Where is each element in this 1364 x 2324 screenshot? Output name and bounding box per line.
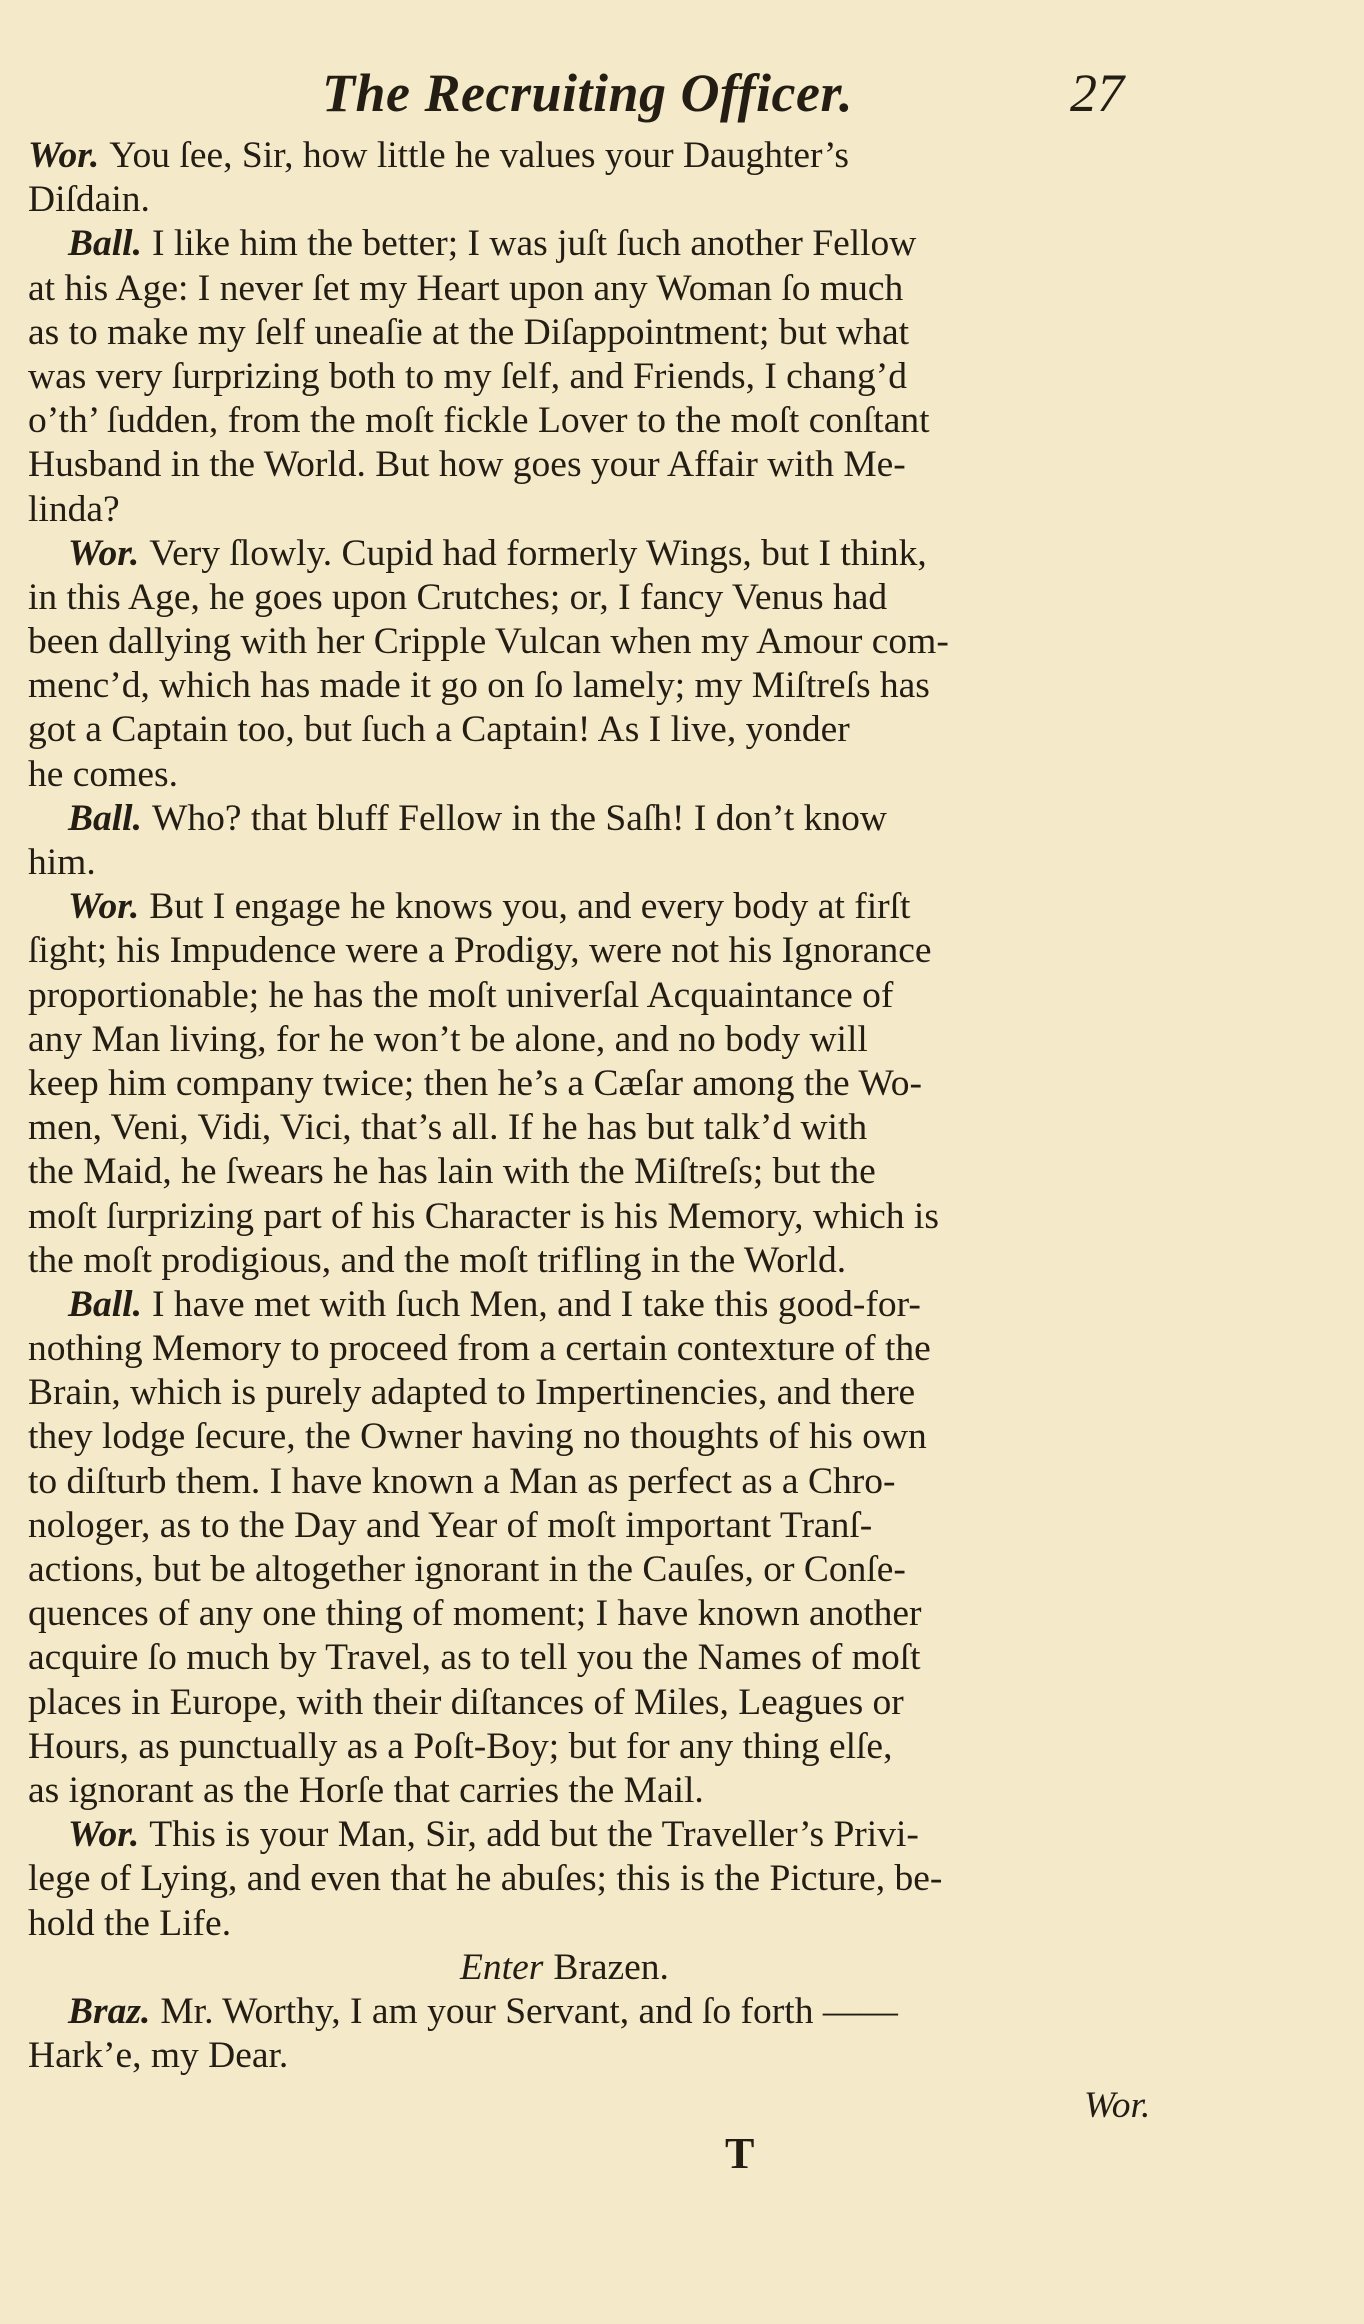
dialogue-text bbox=[28, 134, 1160, 2078]
text-line bbox=[28, 311, 1160, 355]
text-line bbox=[28, 1283, 1160, 1327]
line-text: was very ſurprizing both to my ſelf, and Friends, I chang’d bbox=[28, 355, 907, 397]
speaker-name: Braz. bbox=[68, 1990, 151, 2032]
line-text: I have met with ſuch Men, and I take this good-for- bbox=[151, 1283, 921, 1325]
line-text: This is your Man, Sir, add but the Traveller’s Privi- bbox=[149, 1814, 919, 1856]
text-line bbox=[28, 1239, 1160, 1283]
line-text: proportionable; he has the moſt univerſal Acquaintance of bbox=[28, 974, 894, 1016]
text-line bbox=[28, 2034, 1160, 2078]
text-line bbox=[28, 222, 1160, 266]
line-text: as ignorant as the Horſe that carries the Mail. bbox=[28, 1769, 704, 1811]
text-line bbox=[28, 1195, 1160, 1239]
text-line bbox=[28, 1636, 1160, 1680]
line-text: got a Captain too, but ſuch a Captain! As I live, yonder bbox=[28, 709, 850, 751]
text-line bbox=[28, 1327, 1160, 1371]
line-text: nothing Memory to proceed from a certain contexture of the bbox=[28, 1328, 931, 1370]
line-text: Who? that bluff Fellow in the Saſh! I don’t know bbox=[151, 797, 887, 839]
stage-enter: Enter bbox=[460, 1946, 544, 1988]
line-text: I like him the better; I was juſt ſuch another Fellow bbox=[151, 223, 917, 265]
text-line bbox=[28, 620, 1160, 664]
line-text: moſt ſurprizing part of his Character is his Memory, which is bbox=[28, 1195, 939, 1237]
text-line bbox=[28, 1504, 1160, 1548]
text-line bbox=[28, 1592, 1160, 1636]
text-line bbox=[28, 1681, 1160, 1725]
text-line bbox=[28, 1150, 1160, 1194]
text-line bbox=[28, 797, 1160, 841]
line-text: in this Age, he goes upon Crutches; or, I fancy Venus had bbox=[28, 576, 888, 618]
running-title: The Recruiting Officer. bbox=[322, 63, 853, 123]
text-line bbox=[28, 1902, 1160, 1946]
text-line bbox=[28, 974, 1160, 1018]
line-text: Brain, which is purely adapted to Impertinencies, and there bbox=[28, 1372, 916, 1414]
speaker-name: Wor. bbox=[68, 886, 140, 928]
line-text: Hours, as punctually as a Poſt-Boy; but for any thing elſe, bbox=[28, 1725, 893, 1767]
line-text: places in Europe, with their diſtances of Miles, Leagues or bbox=[28, 1681, 904, 1723]
line-text: actions, but be altogether ignorant in the Cauſes, or Conſe- bbox=[28, 1549, 906, 1590]
text-line bbox=[28, 1371, 1160, 1415]
line-text: You ſee, Sir, how little he values your Daughter’s bbox=[109, 135, 849, 176]
line-text: keep him company twice; then he’s a Cæſar among the Wo- bbox=[28, 1062, 922, 1104]
text-line bbox=[28, 1062, 1160, 1106]
text-line bbox=[28, 1106, 1160, 1150]
line-text: Mr. Worthy, I am your Servant, and ſo forth —— bbox=[160, 1990, 898, 2032]
text-line bbox=[28, 1460, 1160, 1504]
line-text: as to make my ſelf uneaſie at the Diſappointment; but what bbox=[28, 311, 910, 353]
line-text: lege of Lying, and even that he abuſes; this is the Picture, be- bbox=[28, 1858, 943, 1900]
text-line bbox=[28, 1769, 1160, 1813]
text-line bbox=[28, 355, 1160, 399]
line-text: Very ſlowly. Cupid had formerly Wings, but I think, bbox=[149, 532, 927, 574]
text-line bbox=[28, 488, 1160, 532]
line-text: hold the Life. bbox=[28, 1902, 232, 1944]
stage-character: Brazen. bbox=[553, 1946, 669, 1988]
line-text: been dallying with her Cripple Vulcan when my Amour com- bbox=[28, 621, 949, 663]
speaker-name: Wor. bbox=[68, 532, 140, 574]
line-text: ſight; his Impudence were a Prodigy, were not his Ignorance bbox=[28, 930, 932, 972]
line-text: nologer, as to the Day and Year of moſt important Tranſ- bbox=[28, 1504, 873, 1546]
line-text: quences of any one thing of moment; I have known another bbox=[28, 1593, 922, 1635]
text-line bbox=[28, 1415, 1160, 1459]
speaker-name: Wor. bbox=[28, 135, 100, 176]
text-line bbox=[28, 576, 1160, 620]
line-text: the Maid, he ſwears he has lain with the Miſtreſs; but the bbox=[28, 1151, 876, 1193]
line-text: they lodge ſecure, the Owner having no thoughts of his own bbox=[28, 1416, 927, 1458]
line-text: to diſturb them. I have known a Man as perfect as a Chro- bbox=[28, 1460, 896, 1502]
text-line bbox=[28, 1725, 1160, 1769]
line-text: menc’d, which has made it go on ſo lamely; my Miſtreſs has bbox=[28, 665, 930, 707]
text-line bbox=[28, 1548, 1160, 1592]
line-text: Diſdain. bbox=[28, 179, 150, 221]
line-text: Husband in the World. But how goes your Affair with Me- bbox=[28, 444, 906, 486]
line-text: men, Veni, Vidi, Vici, that’s all. If he has but talk’d with bbox=[28, 1107, 868, 1149]
line-text: the moſt prodigious, and the moſt trifling in the World. bbox=[28, 1239, 847, 1281]
text-line bbox=[28, 399, 1160, 443]
line-text: any Man living, for he won’t be alone, and no body will bbox=[28, 1018, 868, 1060]
text-line bbox=[28, 532, 1160, 576]
line-text: he comes. bbox=[28, 753, 178, 795]
text-line bbox=[28, 134, 1160, 178]
line-text: o’th’ ſudden, from the moſt fickle Lover to the moſt conſtant bbox=[28, 400, 930, 442]
catchword: Wor. bbox=[1084, 2085, 1151, 2126]
speaker-name: Ball. bbox=[68, 797, 142, 839]
text-line bbox=[28, 841, 1160, 885]
page-number: 27 bbox=[1070, 63, 1124, 123]
stage-direction bbox=[28, 1946, 1160, 1990]
line-text: at his Age: I never ſet my Heart upon any Woman ſo much bbox=[28, 267, 904, 309]
signature-mark: T bbox=[725, 2129, 755, 2178]
text-line bbox=[28, 753, 1160, 797]
text-line bbox=[28, 1813, 1160, 1857]
text-line bbox=[28, 1018, 1160, 1062]
line-text: acquire ſo much by Travel, as to tell you the Names of moſt bbox=[28, 1637, 921, 1679]
line-text: But I engage he knows you, and every body at firſt bbox=[149, 886, 911, 928]
text-line bbox=[28, 1857, 1160, 1901]
text-line bbox=[28, 443, 1160, 487]
text-line bbox=[28, 267, 1160, 311]
text-line bbox=[28, 178, 1160, 222]
text-line bbox=[28, 885, 1160, 929]
speaker-name: Ball. bbox=[68, 223, 142, 265]
text-line bbox=[28, 929, 1160, 973]
text-line bbox=[28, 664, 1160, 708]
speaker-name: Wor. bbox=[68, 1814, 140, 1856]
speaker-name: Ball. bbox=[68, 1283, 142, 1325]
line-text: linda? bbox=[28, 488, 120, 530]
line-text: him. bbox=[28, 842, 96, 883]
text-line bbox=[28, 708, 1160, 752]
line-text: Hark’e, my Dear. bbox=[28, 2035, 289, 2077]
text-line bbox=[28, 1990, 1160, 2034]
page-header bbox=[0, 62, 1364, 132]
